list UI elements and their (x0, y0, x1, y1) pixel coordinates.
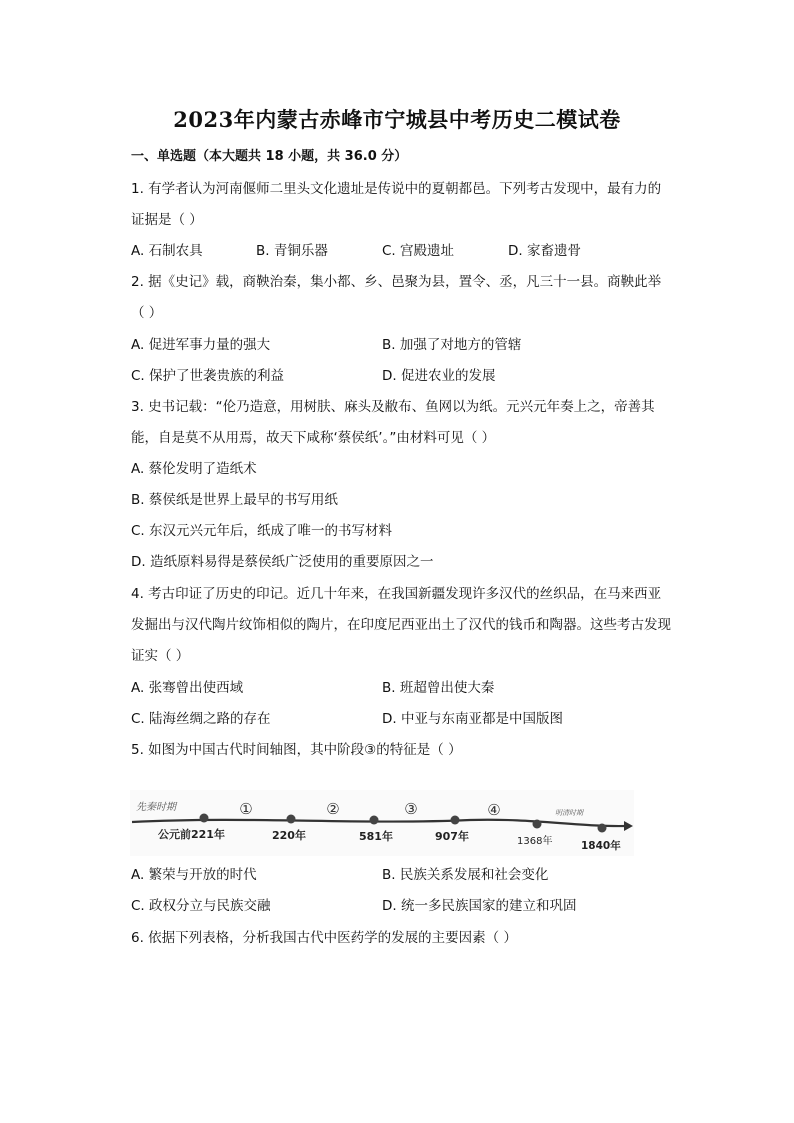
q1-stem-line1: 1. 有学者认为河南偃师二里头文化遗址是传说中的夏朝都邑。下列考古发现中，最有力的 (131, 181, 662, 197)
q3-option-a[interactable]: A. 蔡伦发明了造纸术 (131, 461, 257, 477)
q4-option-a[interactable]: A. 张骞曾出使西域 (131, 680, 244, 696)
q2-option-d[interactable]: D. 促进农业的发展 (382, 368, 496, 384)
q4-option-b[interactable]: B. 班超曾出使大秦 (382, 680, 495, 696)
timeline-date: 1840年 (581, 840, 621, 852)
q2-option-b[interactable]: B. 加强了对地方的管辖 (382, 337, 522, 353)
timeline-stage-4: ④ (487, 801, 501, 819)
q5-option-d[interactable]: D. 统一多民族国家的建立和巩固 (382, 898, 577, 914)
q3-option-c[interactable]: C. 东汉元兴元年后，纸成了唯一的书写材料 (131, 523, 393, 539)
timeline-point (451, 816, 460, 825)
q1-option-a[interactable]: A. 石制农具 (131, 243, 203, 259)
timeline-date: 220年 (272, 829, 306, 842)
timeline-point (370, 816, 379, 825)
q2-option-a[interactable]: A. 促进军事力量的强大 (131, 337, 271, 353)
q2-option-c[interactable]: C. 保护了世袭贵族的利益 (131, 368, 285, 384)
q4-option-d[interactable]: D. 中亚与东南亚都是中国版图 (382, 711, 563, 727)
q5-option-c[interactable]: C. 政权分立与民族交融 (131, 898, 271, 914)
q3-stem-line2: 能，自是莫不从用焉，故天下咸称‘蔡侯纸’。”由材料可见（ ） (131, 430, 496, 446)
timeline-end-label: 明清时期 (555, 809, 583, 817)
timeline-stage-1: ① (239, 800, 253, 818)
q4-stem-line1: 4. 考古印证了历史的印记。近几十年来，在我国新疆发现许多汉代的丝织品，在马来西亚 (131, 586, 662, 602)
q4-option-c[interactable]: C. 陆海丝绸之路的存在 (131, 711, 271, 727)
section-heading: 一、单选题（本大题共 18 小题，共 36.0 分） (131, 149, 408, 164)
timeline-point (200, 814, 209, 823)
q6-stem-line1: 6. 依据下列表格，分析我国古代中医药学的发展的主要因素（ ） (131, 930, 517, 946)
timeline-point (598, 824, 607, 833)
q2-stem-line2: （ ） (131, 305, 163, 321)
timeline-date: 1368年 (517, 836, 553, 847)
timeline-stage-3: ③ (404, 800, 418, 818)
q4-stem-line2: 发掘出与汉代陶片纹饰相似的陶片，在印度尼西亚出土了汉代的钱币和陶器。这些考古发现 (131, 617, 671, 633)
q3-option-b[interactable]: B. 蔡侯纸是世界上最早的书写用纸 (131, 492, 338, 508)
q5-option-b[interactable]: B. 民族关系发展和社会变化 (382, 867, 549, 883)
q5-option-a[interactable]: A. 繁荣与开放的时代 (131, 867, 257, 883)
timeline-start-label: 先秦时期 (136, 802, 176, 813)
q4-stem-line3: 证实（ ） (131, 648, 190, 664)
timeline-figure (130, 790, 634, 856)
q1-option-b[interactable]: B. 青铜乐器 (256, 243, 328, 259)
exam-title: 2023年内蒙古赤峰市宁城县中考历史二模试卷 (173, 107, 621, 132)
q2-stem-line1: 2. 据《史记》载，商鞅治秦，集小都、乡、邑聚为县，置令、丞，凡三十一县。商鞅此举 (131, 274, 662, 290)
timeline-point (287, 815, 296, 824)
timeline-date: 581年 (359, 830, 393, 843)
timeline-date: 公元前221年 (158, 828, 225, 841)
q1-option-c[interactable]: C. 宫殿遗址 (382, 243, 455, 259)
q1-stem-line2: 证据是（ ） (131, 212, 203, 228)
q3-option-d[interactable]: D. 造纸原料易得是蔡侯纸广泛使用的重要原因之一 (131, 554, 434, 570)
q1-option-d[interactable]: D. 家畜遗骨 (508, 243, 581, 259)
timeline-point (533, 820, 542, 829)
timeline-stage-2: ② (326, 800, 340, 818)
q5-stem-line1: 5. 如图为中国古代时间轴图，其中阶段③的特征是（ ） (131, 742, 462, 758)
timeline-date: 907年 (435, 830, 469, 843)
q3-stem-line1: 3. 史书记载：“伦乃造意，用树肤、麻头及敝布、鱼网以为纸。元兴元年奏上之，帝善其 (131, 399, 655, 415)
